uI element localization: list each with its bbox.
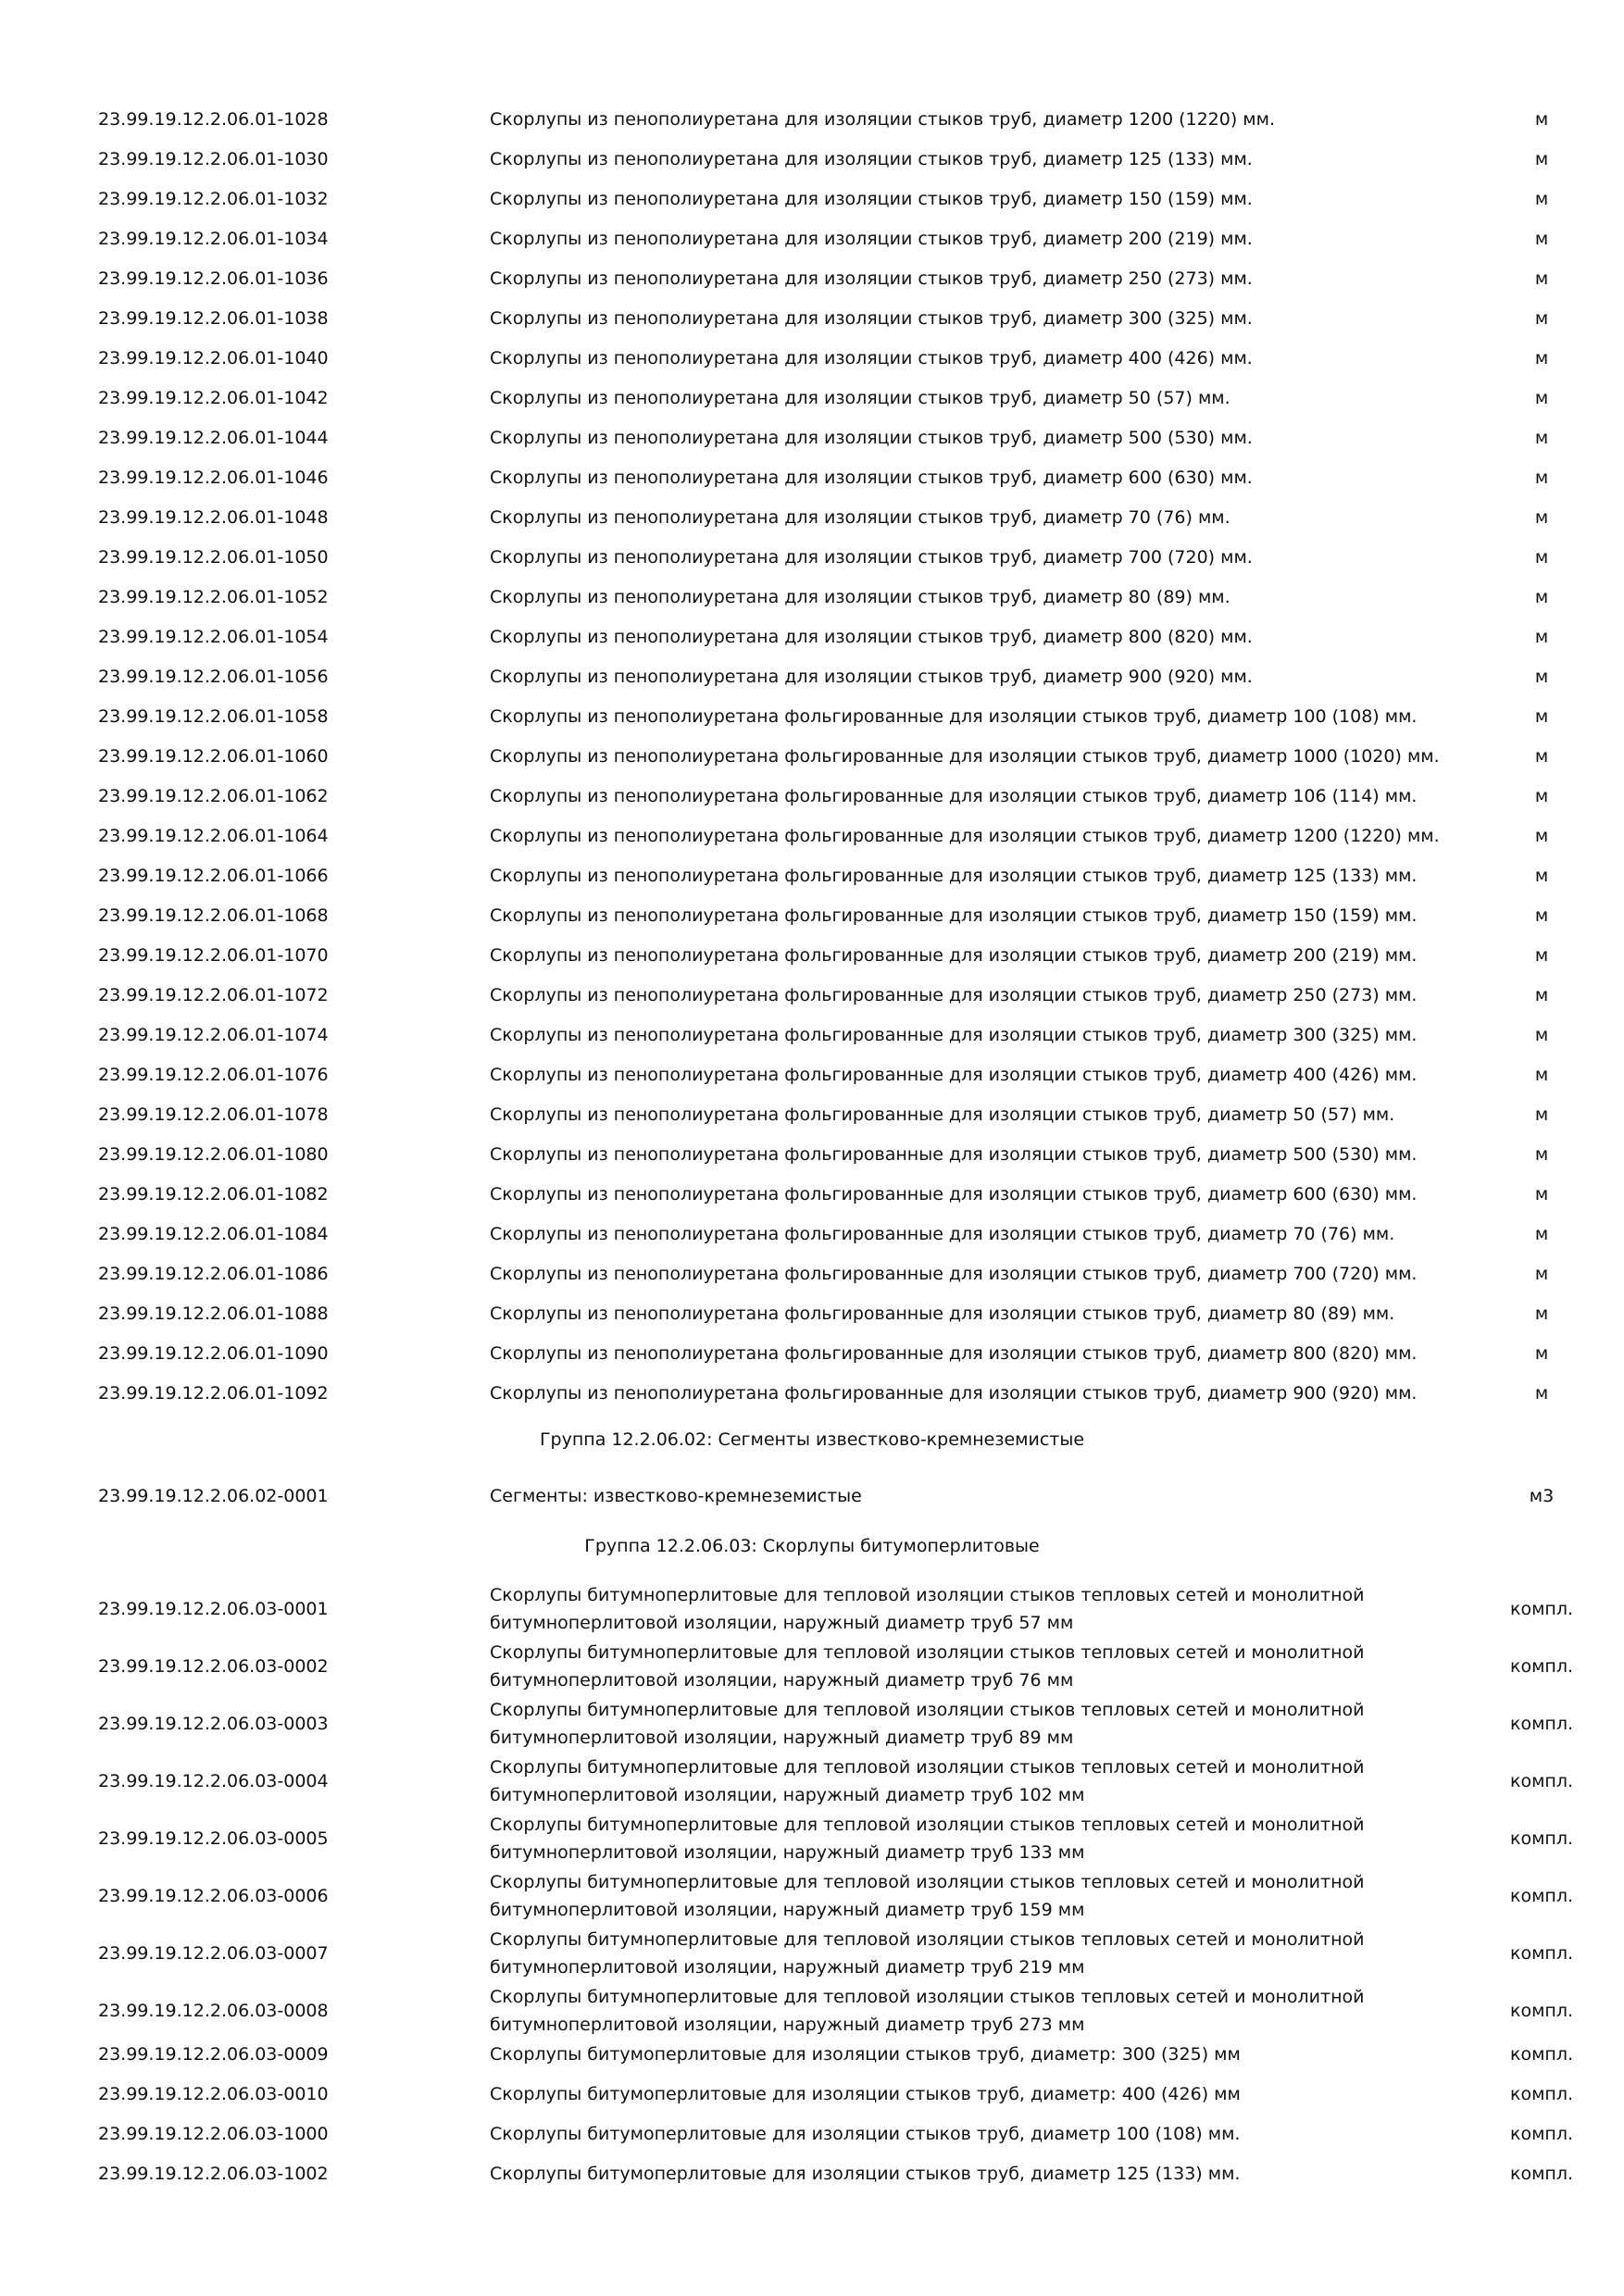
item-name-line: Скорлупы битумноперлитовые для тепловой изоляции стыков тепловых сетей и монолитной	[490, 1929, 1365, 1950]
item-code: 23.99.19.12.2.06.01-1028	[98, 109, 329, 130]
item-name: Скорлупы из пенополиуретана для изоляции стыков труб, диаметр 250 (273) мм.	[490, 268, 1253, 289]
table-row	[0, 1696, 1624, 1752]
item-name-line: Скорлупы битумноперлитовые для тепловой изоляции стыков тепловых сетей и монолитной	[490, 1642, 1365, 1663]
item-name: Скорлупы из пенополиуретана для изоляции стыков труб, диаметр 400 (426) мм.	[490, 348, 1253, 368]
item-unit: м	[1534, 786, 1549, 806]
table-row	[0, 1581, 1624, 1637]
item-name: Скорлупы из пенополиуретана фольгированные для изоляции стыков труб, диаметр 1200 (1220) мм.	[490, 826, 1440, 846]
item-unit: м	[1534, 1304, 1549, 1324]
group-heading: Группа 12.2.06.02: Сегменты известково-кремнеземистые	[539, 1429, 1085, 1450]
item-unit: компл.	[1509, 1656, 1574, 1677]
item-unit: компл.	[1509, 1828, 1574, 1849]
item-code: 23.99.19.12.2.06.01-1090	[98, 1343, 329, 1364]
item-name: Скорлупы из пенополиуретана для изоляции стыков труб, диаметр 300 (325) мм.	[490, 308, 1253, 329]
item-unit: м	[1534, 268, 1549, 289]
table-row	[0, 106, 1624, 133]
item-name-line: битумноперлитовой изоляции, наружный диаметр труб 273 мм	[490, 2015, 1085, 2035]
table-row	[0, 583, 1624, 611]
item-name: Скорлупы из пенополиуретана фольгированные для изоляции стыков труб, диаметр 100 (108) мм.	[490, 706, 1418, 727]
table-row	[0, 1482, 1624, 1510]
table-row	[0, 185, 1624, 213]
item-name	[490, 1639, 1416, 1694]
table-row	[0, 623, 1624, 651]
item-name-line: битумноперлитовой изоляции, наружный диаметр труб 219 мм	[490, 1957, 1085, 1978]
item-unit: компл.	[1509, 1714, 1574, 1734]
table-row	[0, 225, 1624, 253]
item-name: Скорлупы из пенополиуретана фольгированные для изоляции стыков труб, диаметр 700 (720) мм.	[490, 1264, 1418, 1284]
item-name: Скорлупы из пенополиуретана фольгированные для изоляции стыков труб, диаметр 200 (219) мм.	[490, 945, 1418, 966]
item-code: 23.99.19.12.2.06.03-0009	[98, 2044, 329, 2065]
item-unit: компл.	[1509, 2044, 1574, 2065]
item-code: 23.99.19.12.2.06.01-1088	[98, 1304, 329, 1324]
item-name-line: битумноперлитовой изоляции, наружный диаметр труб 57 мм	[490, 1613, 1074, 1633]
item-name: Скорлупы из пенополиуретана для изоляции стыков труб, диаметр 500 (530) мм.	[490, 428, 1253, 448]
item-name: Скорлупы из пенополиуретана фольгированные для изоляции стыков труб, диаметр 50 (57) мм.	[490, 1104, 1395, 1125]
item-name-line: Скорлупы битумноперлитовые для тепловой изоляции стыков тепловых сетей и монолитной	[490, 1815, 1365, 1835]
table-row	[0, 902, 1624, 930]
item-code: 23.99.19.12.2.06.01-1030	[98, 149, 329, 169]
item-code: 23.99.19.12.2.06.01-1076	[98, 1065, 329, 1085]
item-name: Скорлупы битумоперлитовые для изоляции стыков труб, диаметр 100 (108) мм.	[490, 2124, 1241, 2144]
item-code: 23.99.19.12.2.06.01-1046	[98, 468, 329, 488]
item-name: Скорлупы из пенополиуретана фольгированные для изоляции стыков труб, диаметр 150 (159) мм.	[490, 905, 1418, 926]
item-name-line: битумноперлитовой изоляции, наружный диаметр труб 102 мм	[490, 1785, 1085, 1805]
table-row	[0, 1260, 1624, 1288]
item-unit: м	[1534, 189, 1549, 209]
item-unit: компл.	[1509, 2124, 1574, 2144]
item-unit: м	[1534, 627, 1549, 647]
item-name: Скорлупы из пенополиуретана для изоляции стыков труб, диаметр 200 (219) мм.	[490, 229, 1253, 249]
item-code: 23.99.19.12.2.06.01-1056	[98, 667, 329, 687]
item-name: Скорлупы битумоперлитовые для изоляции стыков труб, диаметр: 400 (426) мм	[490, 2084, 1241, 2104]
table-row	[0, 1141, 1624, 1168]
item-name-line: битумноперлитовой изоляции, наружный диаметр труб 76 мм	[490, 1670, 1074, 1691]
item-unit: м	[1534, 985, 1549, 1005]
item-name: Скорлупы из пенополиуретана фольгированные для изоляции стыков труб, диаметр 600 (630) мм.	[490, 1184, 1418, 1204]
item-name-line: битумноперлитовой изоляции, наружный диаметр труб 133 мм	[490, 1842, 1085, 1863]
item-unit: м	[1534, 1104, 1549, 1125]
item-code: 23.99.19.12.2.06.01-1070	[98, 945, 329, 966]
table-row	[0, 822, 1624, 850]
item-code: 23.99.19.12.2.06.01-1060	[98, 746, 329, 767]
item-name: Скорлупы битумоперлитовые для изоляции стыков труб, диаметр 125 (133) мм.	[490, 2164, 1241, 2184]
item-name	[490, 1926, 1416, 1981]
item-code: 23.99.19.12.2.06.01-1034	[98, 229, 329, 249]
item-name-line: Скорлупы битумноперлитовые для тепловой изоляции стыков тепловых сетей и монолитной	[490, 1872, 1365, 1892]
table-row	[0, 1379, 1624, 1407]
item-name: Скорлупы из пенополиуретана фольгированные для изоляции стыков труб, диаметр 300 (325) мм.	[490, 1025, 1418, 1045]
table-row	[0, 1639, 1624, 1694]
item-code: 23.99.19.12.2.06.02-0001	[98, 1486, 329, 1506]
table-row	[0, 265, 1624, 293]
table-row	[0, 2160, 1624, 2188]
item-code: 23.99.19.12.2.06.03-1000	[98, 2124, 329, 2144]
item-unit: м	[1534, 1383, 1549, 1404]
item-code: 23.99.19.12.2.06.01-1044	[98, 428, 329, 448]
item-code: 23.99.19.12.2.06.01-1048	[98, 507, 329, 528]
item-code: 23.99.19.12.2.06.01-1086	[98, 1264, 329, 1284]
item-name	[490, 1753, 1416, 1809]
item-unit: компл.	[1509, 2164, 1574, 2184]
table-row	[0, 1021, 1624, 1049]
item-unit: м	[1534, 866, 1549, 886]
item-unit: м	[1534, 1184, 1549, 1204]
item-unit: м3	[1529, 1486, 1555, 1506]
item-unit: компл.	[1509, 1943, 1574, 1964]
item-unit: м	[1534, 229, 1549, 249]
item-unit: м	[1534, 468, 1549, 488]
item-code: 23.99.19.12.2.06.01-1072	[98, 985, 329, 1005]
item-unit: м	[1534, 905, 1549, 926]
table-row	[0, 1340, 1624, 1367]
table-row	[0, 145, 1624, 173]
item-name: Скорлупы из пенополиуретана фольгированные для изоляции стыков труб, диаметр 900 (920) мм.	[490, 1383, 1418, 1404]
table-row	[0, 384, 1624, 412]
item-unit: м	[1534, 1224, 1549, 1244]
table-row	[0, 504, 1624, 531]
item-unit: м	[1534, 587, 1549, 607]
item-code: 23.99.19.12.2.06.01-1064	[98, 826, 329, 846]
table-row	[0, 1180, 1624, 1208]
item-unit: компл.	[1509, 1886, 1574, 1906]
item-name: Скорлупы из пенополиуретана для изоляции стыков труб, диаметр 1200 (1220) мм.	[490, 109, 1276, 130]
item-name: Скорлупы из пенополиуретана для изоляции стыков труб, диаметр 800 (820) мм.	[490, 627, 1253, 647]
item-name	[490, 1581, 1416, 1637]
item-code: 23.99.19.12.2.06.01-1054	[98, 627, 329, 647]
table-row	[0, 1753, 1624, 1809]
item-name: Скорлупы из пенополиуретана для изоляции стыков труб, диаметр 50 (57) мм.	[490, 388, 1230, 408]
item-code: 23.99.19.12.2.06.01-1036	[98, 268, 329, 289]
item-code: 23.99.19.12.2.06.01-1042	[98, 388, 329, 408]
table-row	[0, 543, 1624, 571]
item-unit: м	[1534, 945, 1549, 966]
table-row	[0, 703, 1624, 730]
item-unit: м	[1534, 428, 1549, 448]
item-name-line: Скорлупы битумноперлитовые для тепловой изоляции стыков тепловых сетей и монолитной	[490, 1700, 1365, 1720]
table-row	[0, 2040, 1624, 2068]
item-unit: м	[1534, 1144, 1549, 1165]
item-unit: компл.	[1509, 2001, 1574, 2021]
item-unit: м	[1534, 1264, 1549, 1284]
table-row	[0, 464, 1624, 492]
item-unit: м	[1534, 388, 1549, 408]
item-code: 23.99.19.12.2.06.01-1040	[98, 348, 329, 368]
item-unit: м	[1534, 706, 1549, 727]
item-unit: м	[1534, 1343, 1549, 1364]
item-name: Скорлупы из пенополиуретана для изоляции стыков труб, диаметр 900 (920) мм.	[490, 667, 1253, 687]
item-unit: м	[1534, 826, 1549, 846]
item-name-line: Скорлупы битумноперлитовые для тепловой изоляции стыков тепловых сетей и монолитной	[490, 1585, 1365, 1605]
item-unit: м	[1534, 109, 1549, 130]
item-unit: м	[1534, 1065, 1549, 1085]
table-row	[0, 862, 1624, 890]
item-name: Скорлупы из пенополиуретана для изоляции стыков труб, диаметр 600 (630) мм.	[490, 468, 1253, 488]
table-row	[0, 1983, 1624, 2039]
item-name: Скорлупы из пенополиуретана для изоляции стыков труб, диаметр 150 (159) мм.	[490, 189, 1253, 209]
item-name: Скорлупы из пенополиуретана фольгированные для изоляции стыков труб, диаметр 106 (114) мм.	[490, 786, 1418, 806]
item-code: 23.99.19.12.2.06.01-1084	[98, 1224, 329, 1244]
table-row	[0, 1300, 1624, 1328]
table-row	[0, 1926, 1624, 1981]
item-name: Скорлупы из пенополиуретана фольгированные для изоляции стыков труб, диаметр 800 (820) мм.	[490, 1343, 1418, 1364]
item-unit: м	[1534, 667, 1549, 687]
group-heading: Группа 12.2.06.03: Скорлупы битумоперлитовые	[584, 1536, 1040, 1556]
item-code: 23.99.19.12.2.06.03-0010	[98, 2084, 329, 2104]
item-code: 23.99.19.12.2.06.03-0002	[98, 1656, 329, 1677]
item-name: Скорлупы из пенополиуретана фольгированные для изоляции стыков труб, диаметр 70 (76) мм.	[490, 1224, 1395, 1244]
item-name-line: Скорлупы битумноперлитовые для тепловой изоляции стыков тепловых сетей и монолитной	[490, 1757, 1365, 1778]
item-name: Скорлупы из пенополиуретана для изоляции стыков труб, диаметр 70 (76) мм.	[490, 507, 1230, 528]
item-unit: м	[1534, 746, 1549, 767]
table-row	[0, 424, 1624, 452]
item-code: 23.99.19.12.2.06.01-1068	[98, 905, 329, 926]
item-name: Сегменты: известково-кремнеземистые	[490, 1486, 862, 1506]
item-code: 23.99.19.12.2.06.01-1050	[98, 547, 329, 568]
table-row	[0, 782, 1624, 810]
item-unit: м	[1534, 1025, 1549, 1045]
item-code: 23.99.19.12.2.06.01-1062	[98, 786, 329, 806]
table-row	[0, 1101, 1624, 1129]
item-unit: м	[1534, 547, 1549, 568]
item-name: Скорлупы из пенополиуретана для изоляции стыков труб, диаметр 80 (89) мм.	[490, 587, 1230, 607]
item-code: 23.99.19.12.2.06.03-0005	[98, 1828, 329, 1849]
item-unit: компл.	[1509, 2084, 1574, 2104]
table-row	[0, 305, 1624, 332]
item-code: 23.99.19.12.2.06.01-1074	[98, 1025, 329, 1045]
item-unit: компл.	[1509, 1771, 1574, 1791]
item-code: 23.99.19.12.2.06.03-0001	[98, 1599, 329, 1619]
item-unit: м	[1534, 308, 1549, 329]
item-name-line: Скорлупы битумноперлитовые для тепловой изоляции стыков тепловых сетей и монолитной	[490, 1987, 1365, 2007]
table-row	[0, 2120, 1624, 2148]
table-row	[0, 663, 1624, 691]
item-name: Скорлупы из пенополиуретана фольгированные для изоляции стыков труб, диаметр 80 (89) мм.	[490, 1304, 1395, 1324]
item-name	[490, 1983, 1416, 2039]
table-row	[0, 1061, 1624, 1089]
table-row	[0, 1811, 1624, 1866]
table-row	[0, 742, 1624, 770]
table-row	[0, 2080, 1624, 2108]
item-name: Скорлупы из пенополиуретана фольгированные для изоляции стыков труб, диаметр 1000 (1020) мм.	[490, 746, 1440, 767]
item-code: 23.99.19.12.2.06.01-1092	[98, 1383, 329, 1404]
item-code: 23.99.19.12.2.06.01-1032	[98, 189, 329, 209]
item-name: Скорлупы битумоперлитовые для изоляции стыков труб, диаметр: 300 (325) мм	[490, 2044, 1241, 2065]
table-row	[0, 344, 1624, 372]
item-code: 23.99.19.12.2.06.03-0008	[98, 2001, 329, 2021]
item-name: Скорлупы из пенополиуретана фольгированные для изоляции стыков труб, диаметр 125 (133) мм.	[490, 866, 1418, 886]
item-unit: м	[1534, 507, 1549, 528]
item-code: 23.99.19.12.2.06.01-1052	[98, 587, 329, 607]
item-code: 23.99.19.12.2.06.01-1038	[98, 308, 329, 329]
item-unit: м	[1534, 149, 1549, 169]
table-row	[0, 1220, 1624, 1248]
item-name	[490, 1696, 1416, 1752]
item-name: Скорлупы из пенополиуретана фольгированные для изоляции стыков труб, диаметр 400 (426) мм.	[490, 1065, 1418, 1085]
item-name	[490, 1868, 1416, 1924]
item-code: 23.99.19.12.2.06.01-1078	[98, 1104, 329, 1125]
item-code: 23.99.19.12.2.06.01-1080	[98, 1144, 329, 1165]
table-row	[0, 1868, 1624, 1924]
item-name: Скорлупы из пенополиуретана для изоляции стыков труб, диаметр 125 (133) мм.	[490, 149, 1253, 169]
item-code: 23.99.19.12.2.06.03-1002	[98, 2164, 329, 2184]
item-name	[490, 1811, 1416, 1866]
table-row	[0, 942, 1624, 969]
item-name-line: битумноперлитовой изоляции, наружный диаметр труб 159 мм	[490, 1900, 1085, 1920]
item-name-line: битумноперлитовой изоляции, наружный диаметр труб 89 мм	[490, 1728, 1074, 1748]
item-code: 23.99.19.12.2.06.01-1058	[98, 706, 329, 727]
item-unit: м	[1534, 348, 1549, 368]
item-code: 23.99.19.12.2.06.01-1082	[98, 1184, 329, 1204]
item-name: Скорлупы из пенополиуретана для изоляции стыков труб, диаметр 700 (720) мм.	[490, 547, 1253, 568]
item-code: 23.99.19.12.2.06.03-0003	[98, 1714, 329, 1734]
item-code: 23.99.19.12.2.06.01-1066	[98, 866, 329, 886]
item-code: 23.99.19.12.2.06.03-0007	[98, 1943, 329, 1964]
item-unit: компл.	[1509, 1599, 1574, 1619]
item-name: Скорлупы из пенополиуретана фольгированные для изоляции стыков труб, диаметр 500 (530) мм.	[490, 1144, 1418, 1165]
item-code: 23.99.19.12.2.06.03-0006	[98, 1886, 329, 1906]
item-name: Скорлупы из пенополиуретана фольгированные для изоляции стыков труб, диаметр 250 (273) мм.	[490, 985, 1418, 1005]
table-row	[0, 981, 1624, 1009]
item-code: 23.99.19.12.2.06.03-0004	[98, 1771, 329, 1791]
